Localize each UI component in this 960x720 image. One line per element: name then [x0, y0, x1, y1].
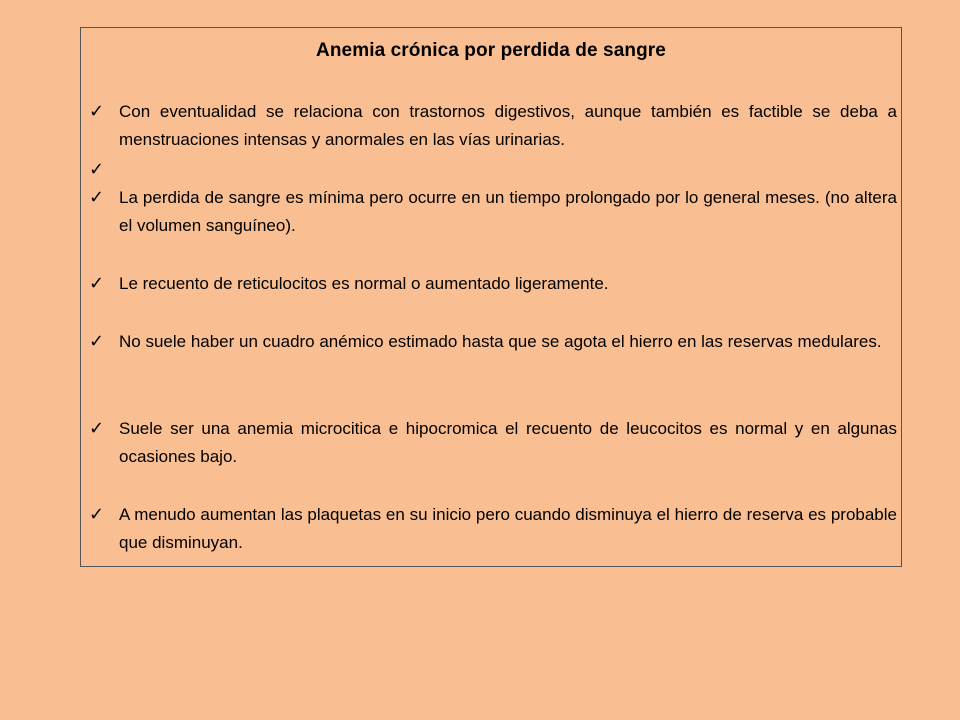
- bullet-item: [89, 328, 897, 356]
- checkmark-icon: ✓: [89, 159, 105, 180]
- bullet-text: La perdida de sangre es mínima pero ocurre en un tiempo prolongado por lo general meses. (no altera el volumen sanguíneo).: [119, 188, 897, 235]
- bullet-item: [89, 270, 897, 298]
- bullet-text: No suele haber un cuadro anémico estimado hasta que se agota el hierro en las reservas medulares.: [119, 332, 882, 351]
- checkmark-icon: ✓: [89, 187, 105, 208]
- bullet-item: [89, 98, 897, 154]
- bullet-text: Con eventualidad se relaciona con trastornos digestivos, aunque también es factible se deba a menstruaciones intensas y anormales en las vías urinarias.: [119, 102, 897, 149]
- content-box: [80, 27, 902, 567]
- checkmark-icon: ✓: [89, 331, 105, 352]
- checkmark-icon: ✓: [89, 101, 105, 122]
- bullet-item: [89, 415, 897, 471]
- bullet-text: A menudo aumentan las plaquetas en su inicio pero cuando disminuya el hierro de reserva es probable que disminuyan.: [119, 505, 897, 552]
- checkmark-icon: ✓: [89, 273, 105, 294]
- bullet-item: [89, 501, 897, 557]
- checkmark-icon: ✓: [89, 504, 105, 525]
- bullet-item: [89, 184, 897, 240]
- bullet-text: Le recuento de reticulocitos es normal o aumentado ligeramente.: [119, 274, 609, 293]
- checkmark-icon: ✓: [89, 418, 105, 439]
- bullet-text: Suele ser una anemia microcitica e hipocromica el recuento de leucocitos es normal y en algunas ocasiones bajo.: [119, 419, 897, 466]
- slide-title: Anemia crónica por perdida de sangre: [316, 40, 666, 61]
